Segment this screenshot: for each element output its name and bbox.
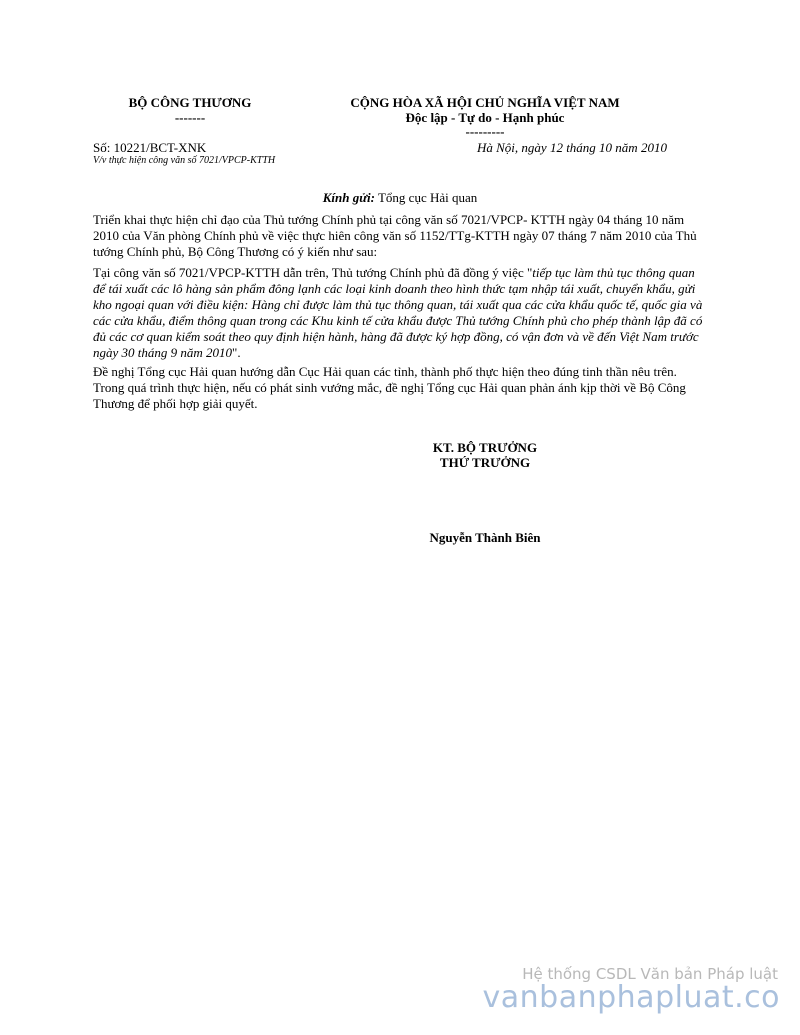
signer-name: Nguyễn Thành Biên bbox=[429, 530, 541, 545]
body-paragraph-2-start: Tại công văn số 7021/VPCP-KTTH dẫn trên, Thủ tướng Chính phủ đã đồng ý việc " bbox=[93, 265, 533, 280]
signature-title-2: THỨ TRƯỞNG bbox=[439, 455, 531, 470]
body-paragraph-1-text: Triển khai thực hiện chỉ đạo của Thủ tướng Chính phủ tại công văn số 7021/VPCP- KTTH ngày 04 tháng 10 năm 2010 của Văn phòng Chính phủ về việc thực hiên công văn số 1152/TTg-KTTH ngày 07 tháng 7 năm 2010 của Thủ tướng Chính phủ, Bộ Công Thương có ý kiến như sau: bbox=[93, 212, 697, 259]
recipient-name: Tổng cục Hải quan bbox=[374, 190, 478, 205]
agency-name: BỘ CÔNG THƯƠNG bbox=[128, 95, 252, 110]
nation-title: CỘNG HÒA XÃ HỘI CHỦ NGHĨA VIỆT NAM bbox=[350, 95, 620, 110]
body-paragraph-3-text: Đề nghị Tổng cục Hải quan hướng dẫn Cục Hải quan các tỉnh, thành phố thực hiện theo đúng tinh thần nêu trên. Trong quá trình thực hiện, nếu có phát sinh vướng mắc, đề nghị Tổng cục Hải quan phản ánh kịp thời về Bộ Công Thương để phối hợp giải quyết. bbox=[93, 364, 686, 411]
body-paragraph-1 bbox=[93, 212, 703, 260]
body-paragraph-2-end: ". bbox=[232, 345, 241, 360]
body-paragraph-3 bbox=[93, 364, 703, 412]
document-subject: V/v thực hiện công văn số 7021/VPCP-KTTH bbox=[93, 155, 276, 166]
watermark-line-1: Hệ thống CSDL Văn bản Pháp luật bbox=[522, 965, 778, 983]
agency-rule: ------- bbox=[174, 110, 206, 125]
national-motto: Độc lập - Tự do - Hạnh phúc bbox=[405, 110, 565, 125]
recipient-label: Kính gửi: bbox=[322, 190, 375, 205]
body-paragraph-2 bbox=[93, 265, 703, 361]
watermark-line-2: vanbanphapluat.co bbox=[482, 980, 780, 1015]
document-number: Số: 10221/BCT-XNK bbox=[93, 140, 207, 155]
recipient-line bbox=[0, 190, 800, 206]
signature-title-1: KT. BỘ TRƯỞNG bbox=[432, 440, 538, 455]
motto-rule: --------- bbox=[465, 124, 505, 139]
place-date: Hà Nội, ngày 12 tháng 10 năm 2010 bbox=[477, 140, 667, 155]
body-paragraph-2-quote: tiếp tục làm thủ tục thông quan để tái xuất các lô hàng sản phẩm đông lạnh các loại kinh doanh theo hình thức tạm nhập tái xuất, chuyển khẩu, gửi kho ngoại quan với điều kiện: Hàng chỉ được làm thủ tục thông quan, tái xuất qua các cửa khẩu quốc tế, quốc gia và các cửa khẩu, điểm thông quan trong các Khu kinh tế cửa khẩu được Thủ tướng Chính phủ cho phép thành lập đã có đủ các cơ quan kiểm soát theo quy định hiện hành, hàng đã được ký hợp đồng, có vận đơn và về đến Việt Nam trước ngày 30 tháng 9 năm 2010 bbox=[93, 265, 703, 360]
